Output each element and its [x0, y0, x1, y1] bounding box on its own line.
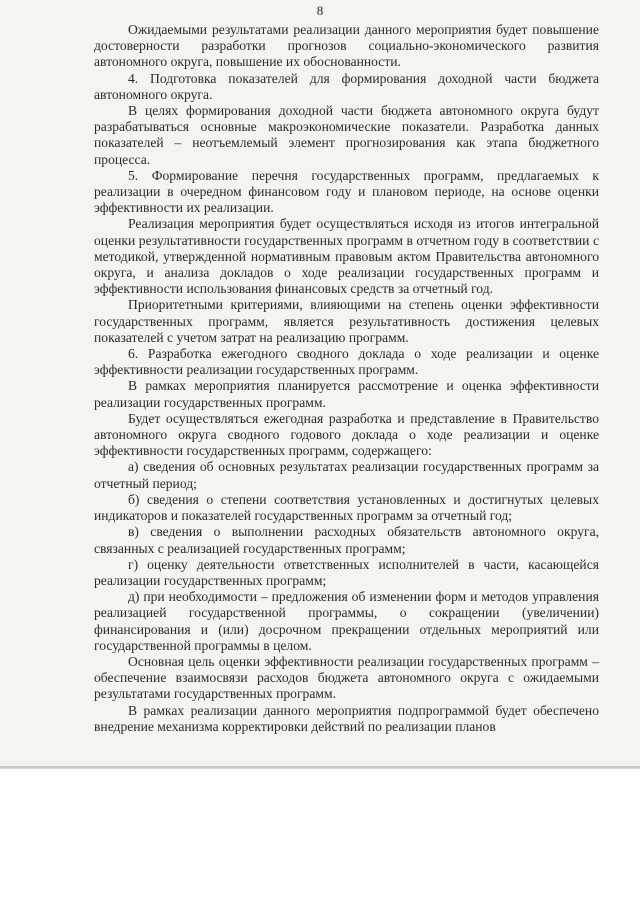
document-body — [94, 22, 599, 735]
list-item-v: в) сведения о выполнении расходных обязательств автономного округа, связанных с реализацией государственных программ; — [94, 524, 599, 556]
list-item-b: б) сведения о степени соответствия установленных и достигнутых целевых индикаторов и показателей государственных программ за отчетный год; — [94, 491, 599, 524]
paragraph-priority-criteria: Приоритетными критериями, влияющими на степень оценки эффективности государственных программ, является результативность достижения целевых показателей с учетом затрат на реализацию программ. — [94, 297, 599, 345]
paragraph-item-6-heading: 6. Разработка ежегодного сводного доклада о ходе реализации и оценке эффективности реализации государственных программ. — [94, 346, 599, 378]
paragraph-item-4-text: В целях формирования доходной части бюджета автономного округа будут разрабатываться основные макроэкономические показатели. Разработка данных показателей – неотъемлемый элемент прогнозирования как этапа бюджетного процесса. — [94, 103, 599, 167]
list-item-g: г) оценку деятельности ответственных исполнителей в части, касающейся реализации государственных программ; — [94, 556, 599, 588]
page-number: 8 — [316, 3, 324, 18]
paragraph-main-goal: Основная цель оценки эффективности реализации государственных программ – обеспечение взаимосвязи расходов бюджета автономного округа с ожидаемыми результатами государственных программ. — [94, 653, 599, 702]
list-item-a: а) сведения об основных результатах реализации государственных программ за отчетный период; — [94, 459, 599, 491]
paragraph-closing: В рамках реализации данного мероприятия подпрограммой будет обеспечено внедрение механизма корректировки действий по реализации планов — [94, 702, 599, 734]
list-item-d: д) при необходимости – предложения об изменении форм и методов управления реализацией государственной программы, о сокращении (увеличении) финансирования и (или) досрочном прекращении отдельных мероприятий или государственной программы в целом. — [94, 589, 599, 653]
paragraph-annual-report: Будет осуществляться ежегодная разработка и представление в Правительство автономного округа сводного годового доклада о ходе реализации и оценке эффективности государственных программ, содержащего: — [94, 410, 599, 459]
paragraph-expected-results: Ожидаемыми результатами реализации данного мероприятия будет повышение достоверности разработки прогнозов социально-экономического развития автономного округа, повышение их обоснованности. — [94, 22, 599, 70]
paragraph-item-5-implementation: Реализация мероприятия будет осуществляться исходя из итогов интегральной оценки результативности государственных программ в отчетном году в соответствии с методикой, утвержденной нормативным правовым актом Правительства автономного округа, и анализа докладов о ходе реализации государственных программ и эффективности использования финансовых средств за отчетный год. — [94, 216, 599, 297]
paragraph-item-4-heading: 4. Подготовка показателей для формирования доходной части бюджета автономного округа. — [94, 70, 599, 102]
paragraph-item-6-scope: В рамках мероприятия планируется рассмотрение и оценка эффективности реализации государственных программ. — [94, 378, 599, 410]
paragraph-item-5-heading: 5. Формирование перечня государственных программ, предлагаемых к реализации в очередном финансовом году и плановом периоде, на основе оценки эффективности их реализации. — [94, 167, 599, 216]
